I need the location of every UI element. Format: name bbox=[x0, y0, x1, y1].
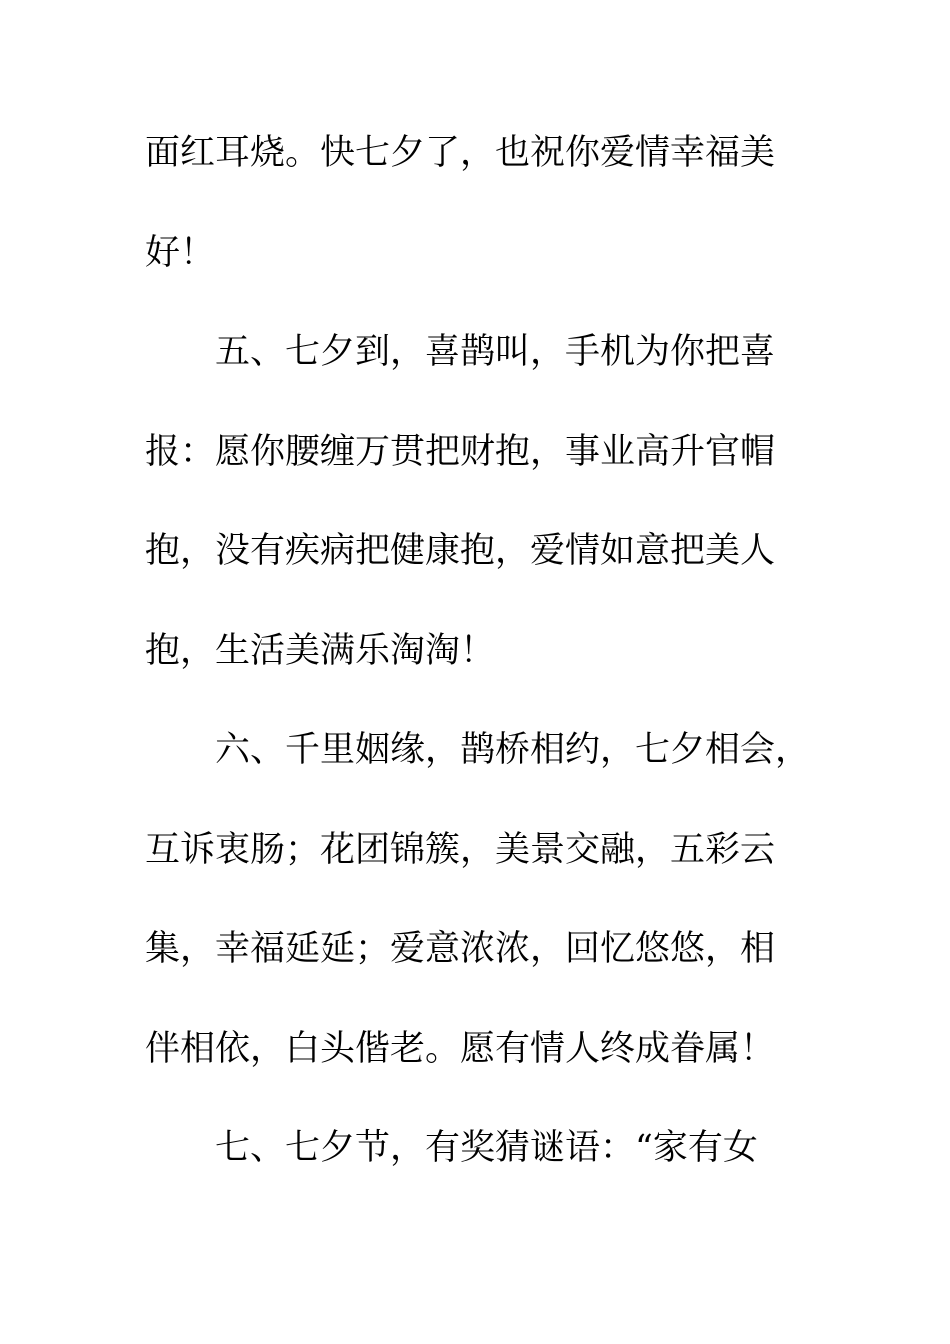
text-line: 集，幸福延延；爱意浓浓，回忆悠悠，相 bbox=[145, 929, 776, 969]
paragraph-start-line: 五、七夕到，喜鹊叫，手机为你把喜 bbox=[215, 332, 776, 372]
paragraph-start-line: 七、七夕节，有奖猜谜语：“家有女 bbox=[215, 1128, 758, 1168]
text-line: 报：愿你腰缠万贯把财抱，事业高升官帽 bbox=[145, 431, 776, 472]
body-text bbox=[145, 128, 811, 1223]
text-line: 面红耳烧。快七夕了，也祝你爱情幸福美 bbox=[145, 133, 776, 173]
text-line: 伴相依，白头偕老。愿有情人终成眷属！ bbox=[145, 1028, 776, 1069]
text-line: 互诉衷肠；花团锦簇，美景交融，五彩云 bbox=[145, 829, 776, 870]
text-line: 抱，没有疾病把健康抱，爱情如意把美人 bbox=[145, 531, 776, 571]
paragraph-start-line: 六、千里姻缘，鹊桥相约，七夕相会， bbox=[215, 730, 811, 770]
text-line: 抱，生活美满乐淘淘！ bbox=[145, 630, 496, 671]
text-line: 好！ bbox=[145, 232, 216, 273]
